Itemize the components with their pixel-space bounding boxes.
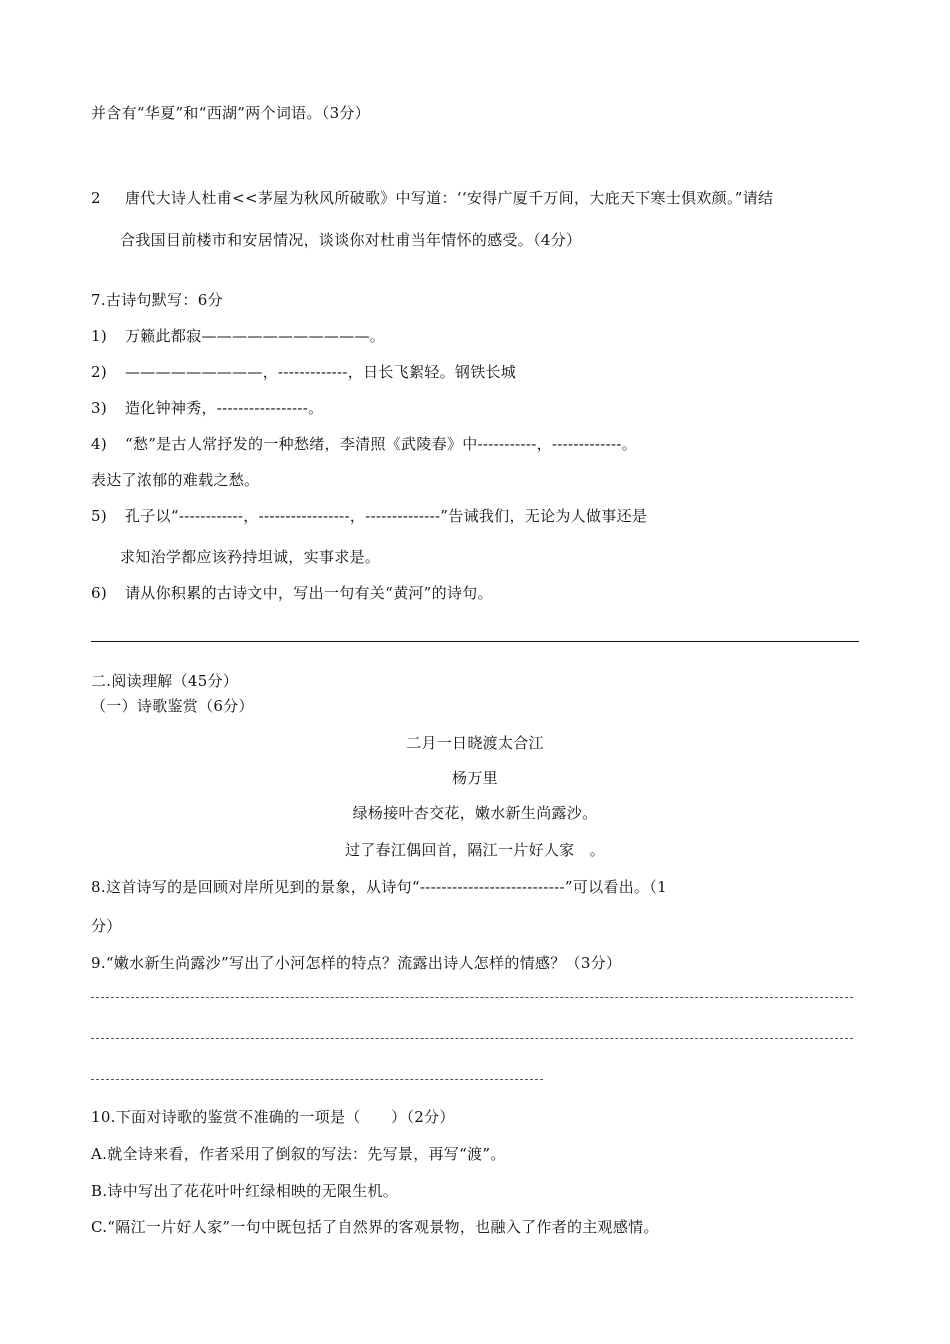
item-text: 万籁此都寂———————————。	[125, 327, 386, 345]
option-b: B.诗中写出了花花叶叶红绿相映的无限生机。	[91, 1182, 399, 1200]
item-text: 孔子以“------------，-----------------，--------------”告诫我们，无论为人做事还是	[125, 507, 648, 525]
answer-line	[91, 997, 853, 998]
option-c: C.“隔江一片好人家”一句中既包括了自然界的客观景物，也融入了作者的主观感情。	[91, 1218, 659, 1236]
item-text: —————————，-------------，日长飞絮轻。钢铁长城	[125, 363, 517, 381]
q7-item-5	[91, 506, 647, 526]
option-a: A.就全诗来看，作者采用了倒叙的写法：先写景，再写“渡”。	[91, 1145, 506, 1163]
question-7-title: 7.古诗句默写：6分	[91, 291, 223, 309]
q7-item-6	[91, 583, 493, 603]
item-number: 4)	[91, 435, 107, 453]
answer-line	[91, 1038, 853, 1039]
answer-line	[91, 1079, 543, 1080]
item-number: 5)	[91, 507, 107, 525]
poem-line: 过了春江偶回首，隔江一片好人家 。	[344, 841, 606, 859]
item-number: 2)	[91, 363, 107, 381]
question-number: 2	[91, 189, 101, 207]
text-line: 表达了浓郁的难载之愁。	[91, 471, 260, 489]
item-number: 3)	[91, 399, 107, 417]
item-text: 造化钟神秀，-----------------。	[125, 399, 324, 417]
poem-line: 绿杨接叶杏交花，嫩水新生尚露沙。	[352, 804, 598, 822]
section-2-title: 二.阅读理解（45分）	[91, 672, 239, 690]
question-10: 10.下面对诗歌的鉴赏不准确的一项是（ ）（2分）	[91, 1108, 455, 1126]
text-line: 并含有“华夏”和“西湖”两个词语。（3分）	[91, 104, 371, 122]
text-line: 分）	[91, 917, 122, 935]
poem-title: 二月一日晓渡太合江	[406, 734, 544, 752]
item-text: 请从你积累的古诗文中，写出一句有关“黄河”的诗句。	[125, 584, 493, 602]
poem-author: 杨万里	[452, 769, 498, 787]
text-line: 合我国目前楼市和安居情况，谈谈你对杜甫当年情怀的感受。（4分）	[120, 231, 582, 249]
item-text: “愁”是古人常抒发的一种愁绪，李清照《武陵春》中-----------，-------------。	[125, 435, 637, 453]
question-text: 唐代大诗人杜甫<<茅屋为秋风所破歌》中写道：‘‘安得广厦千万间，大庇天下寒士俱欢颜。”请结	[125, 189, 774, 207]
q7-item-2	[91, 362, 516, 382]
question-2	[91, 188, 773, 208]
subsection-title: （一）诗歌鉴赏（6分）	[91, 697, 254, 715]
q7-item-4	[91, 434, 637, 454]
question-8: 8.这首诗写的是回顾对岸所见到的景象，从诗句“---------------------------”可以看出。（1	[91, 878, 667, 896]
section-divider	[91, 641, 859, 642]
item-number: 1)	[91, 327, 107, 345]
item-number: 6)	[91, 584, 107, 602]
q7-item-1	[91, 326, 385, 346]
question-9: 9.“嫩水新生尚露沙”写出了小河怎样的特点？流露出诗人怎样的情感？（3分）	[91, 954, 622, 972]
q7-item-3	[91, 398, 323, 418]
text-line: 求知治学都应该矜持坦诚，实事求是。	[120, 548, 381, 566]
